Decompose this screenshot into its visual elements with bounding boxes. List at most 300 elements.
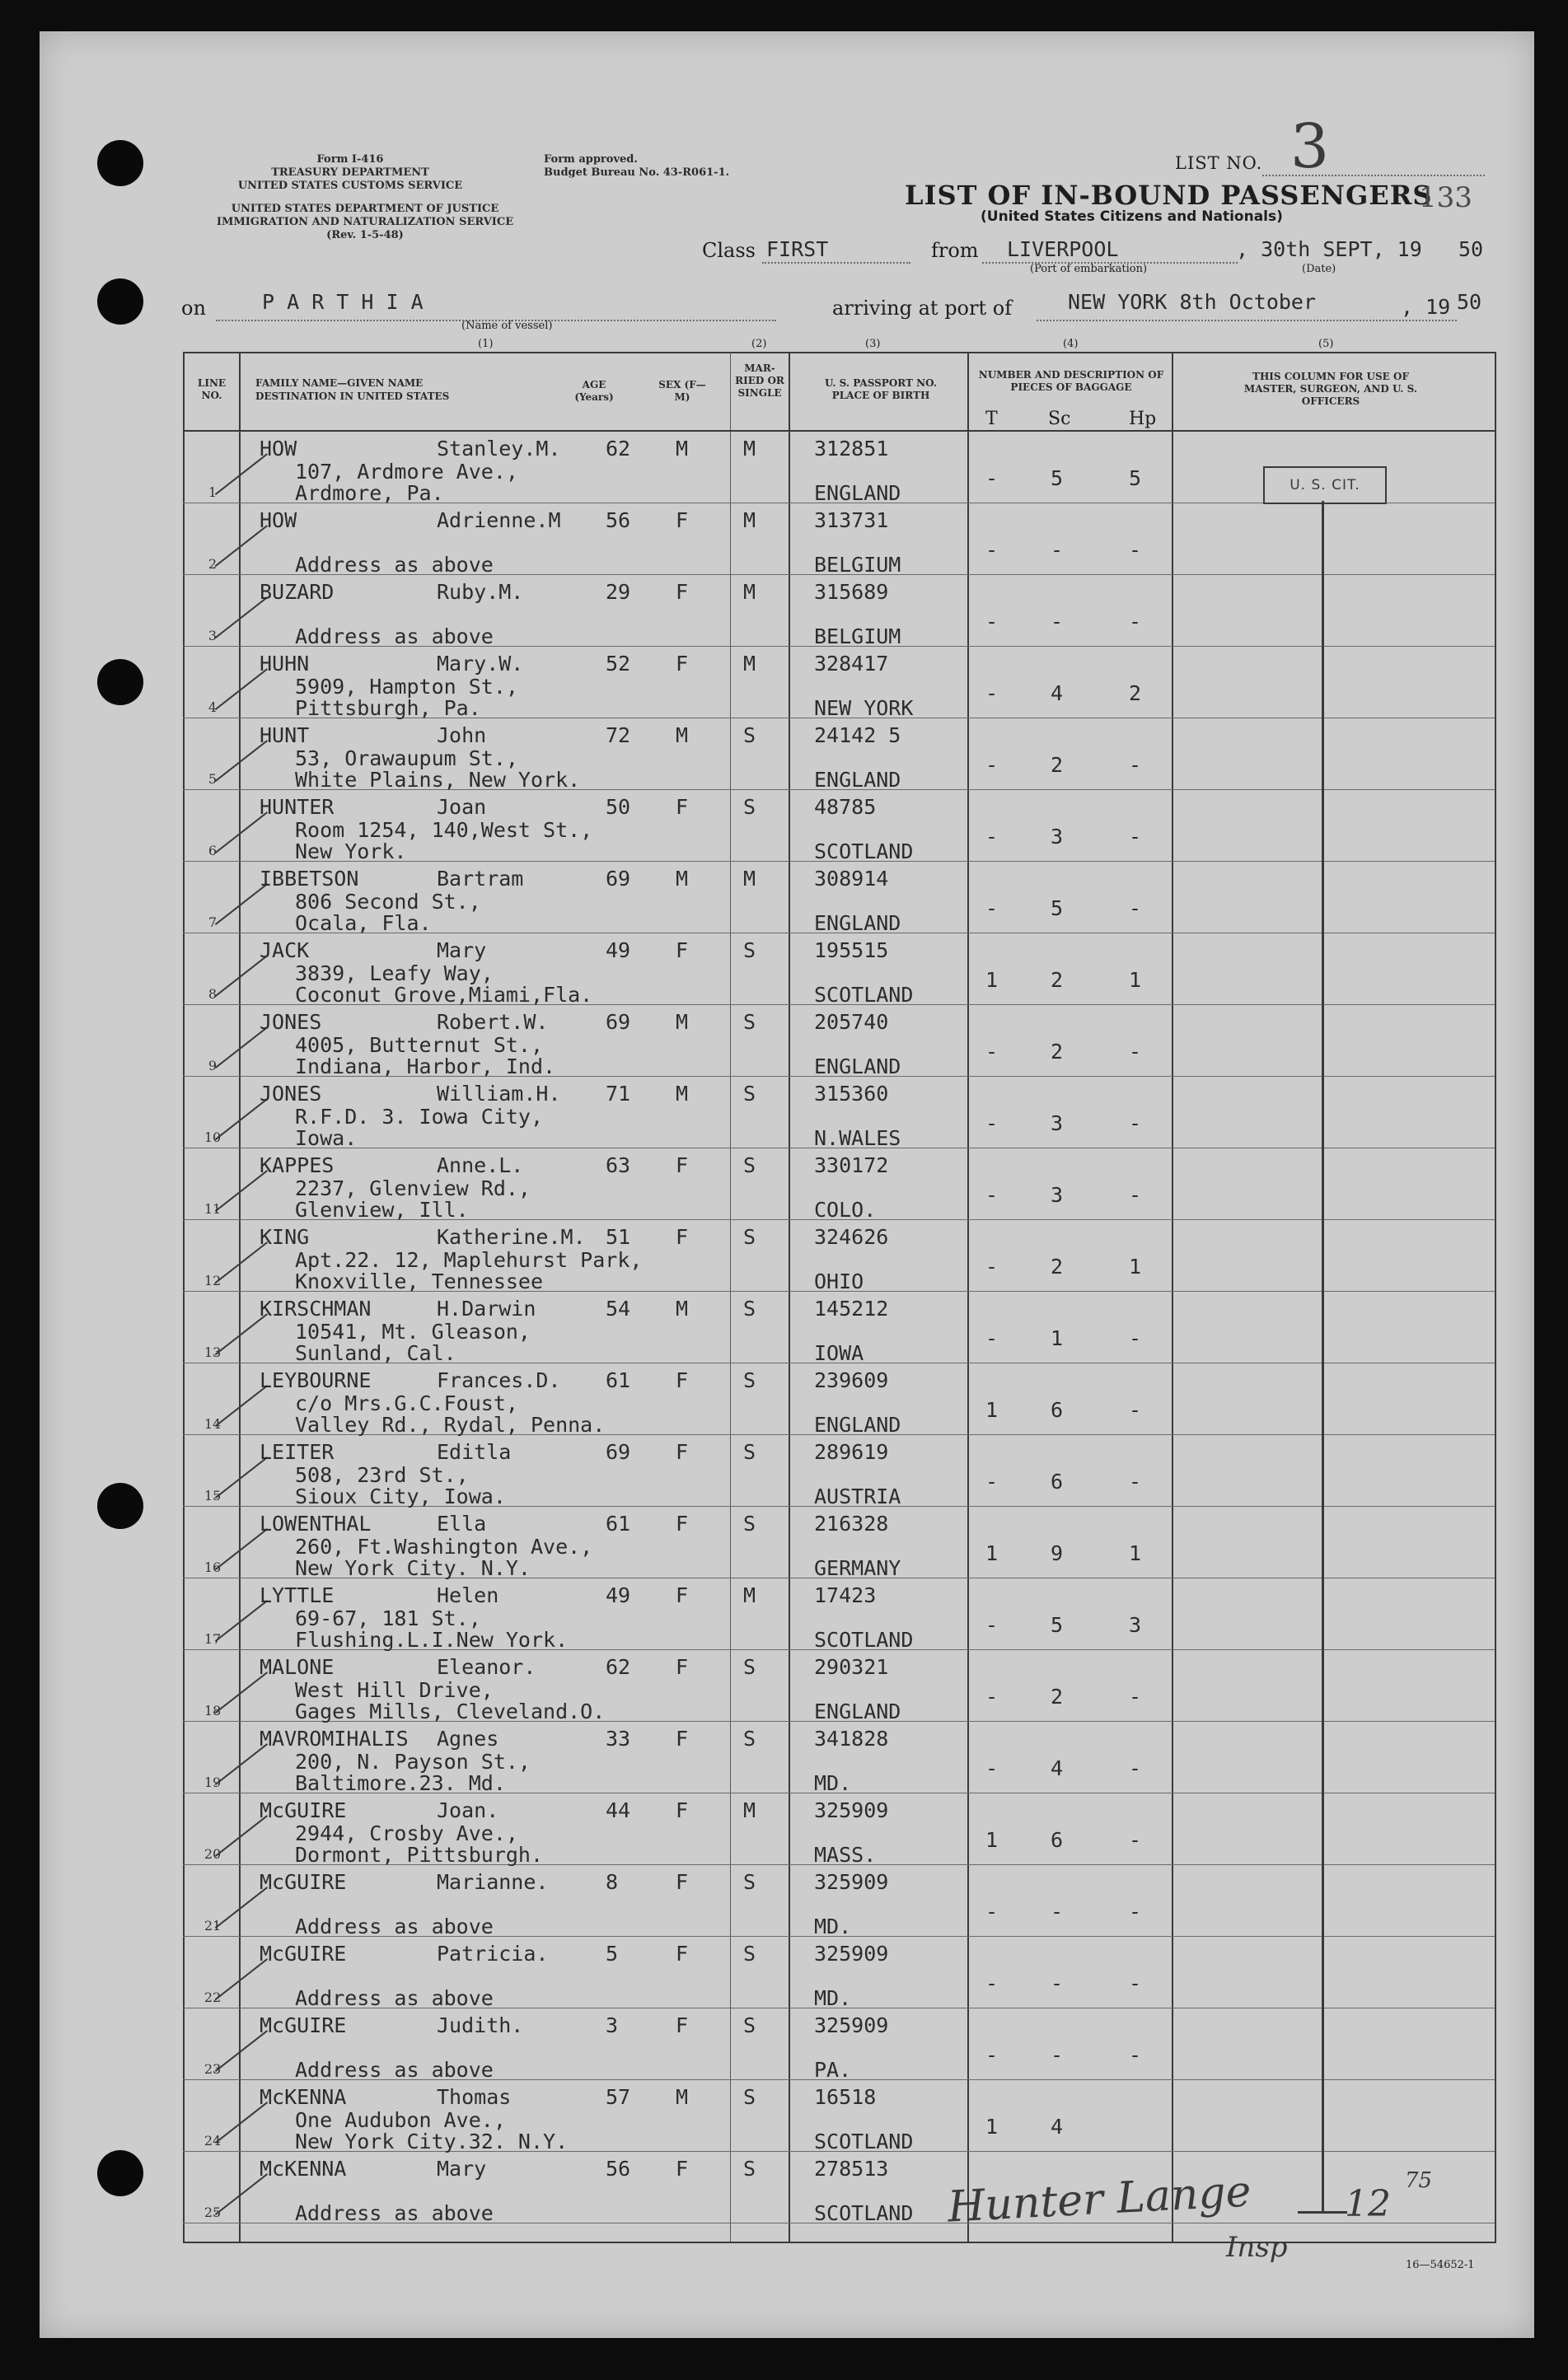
passenger-marital-status: S xyxy=(743,723,756,747)
passenger-given-name: Joan. xyxy=(437,1798,499,1822)
line-number: 4 xyxy=(208,699,218,715)
baggage-suitcases: 2 xyxy=(1051,1685,1064,1709)
passenger-sex: F xyxy=(676,1368,689,1392)
baggage-suitcases: 6 xyxy=(1051,1398,1064,1422)
passenger-marital-status: M xyxy=(743,1798,756,1822)
passenger-surname: McGUIRE xyxy=(260,1870,347,1894)
baggage-trunks: - xyxy=(985,2043,999,2067)
passenger-sex: F xyxy=(676,1798,689,1822)
from-label: from xyxy=(931,239,979,262)
place-of-birth: ENGLAND xyxy=(814,911,901,935)
line-number: 20 xyxy=(204,1846,222,1862)
passenger-age: 61 xyxy=(606,1512,631,1536)
line-number: 8 xyxy=(208,986,218,1002)
passenger-row xyxy=(0,790,1568,862)
passenger-given-name: Eleanor. xyxy=(437,1655,536,1679)
passport-number: 278513 xyxy=(814,2157,889,2181)
passenger-address-line2: New York City. N.Y. xyxy=(295,1556,531,1580)
line-number: 23 xyxy=(204,2061,222,2077)
passport-number: 239609 xyxy=(814,1368,889,1392)
passenger-sex: F xyxy=(676,938,689,962)
place-of-birth: COLO. xyxy=(814,1198,877,1222)
line-number: 11 xyxy=(204,1201,222,1217)
passenger-address-line2: Address as above xyxy=(295,553,494,577)
count-note-sup: 75 xyxy=(1405,2168,1433,2193)
passenger-surname: HOW xyxy=(260,508,297,532)
passport-number: 48785 xyxy=(814,795,877,819)
passenger-address-line1: West Hill Drive, xyxy=(295,1678,494,1702)
arrival-port: NEW YORK 8th October xyxy=(1068,290,1317,314)
line-number: 15 xyxy=(204,1488,222,1503)
baggage-handpieces: 1 xyxy=(1129,1255,1142,1279)
passenger-age: 56 xyxy=(606,508,631,532)
passenger-surname: HUNT xyxy=(260,723,310,747)
col-baggage-hp: Hp xyxy=(1129,409,1157,429)
passenger-age: 5 xyxy=(606,1942,619,1966)
baggage-trunks: - xyxy=(985,1040,999,1064)
baggage-suitcases: - xyxy=(1051,1900,1064,1924)
line-number: 13 xyxy=(204,1344,222,1360)
place-of-birth: ENGLAND xyxy=(814,1700,901,1723)
baggage-trunks: - xyxy=(985,825,999,849)
passenger-address-line2: Pittsburgh, Pa. xyxy=(295,696,481,720)
passenger-address-line2: Flushing.L.I.New York. xyxy=(295,1628,569,1652)
passenger-address-line2: Baltimore.23. Md. xyxy=(295,1771,506,1795)
passenger-sex: F xyxy=(676,1727,689,1751)
line-number: 5 xyxy=(208,771,218,787)
passenger-surname: LEYBOURNE xyxy=(260,1368,372,1392)
passenger-marital-status: M xyxy=(743,652,756,676)
place-of-birth: SCOTLAND xyxy=(814,2201,914,2225)
passenger-age: 56 xyxy=(606,2157,631,2181)
passenger-marital-status: S xyxy=(743,2085,756,2109)
baggage-trunks: - xyxy=(985,1470,999,1494)
passenger-sex: F xyxy=(676,1942,689,1966)
passenger-given-name: Ruby.M. xyxy=(437,580,524,604)
passenger-sex: M xyxy=(676,867,689,891)
inspector-title: Insp xyxy=(1226,2231,1288,2264)
baggage-trunks: 1 xyxy=(985,968,999,992)
passenger-sex: F xyxy=(676,1512,689,1536)
baggage-trunks: - xyxy=(985,1971,999,1995)
passenger-address-line2: Address as above xyxy=(295,2201,494,2225)
baggage-trunks: - xyxy=(985,1326,999,1350)
column-marker: (3) xyxy=(865,338,881,350)
list-number-value: 3 xyxy=(1290,111,1330,182)
passenger-address-line1: R.F.D. 3. Iowa City, xyxy=(295,1105,544,1129)
passenger-given-name: Joan xyxy=(437,795,487,819)
passenger-address-line2: Valley Rd., Rydal, Penna. xyxy=(295,1413,606,1437)
col-passport: U. S. PASSPORT NO. PLACE OF BIRTH xyxy=(824,377,938,401)
footer-code: 16—54652-1 xyxy=(1406,2259,1475,2271)
passenger-age: 62 xyxy=(606,437,631,461)
passenger-row xyxy=(0,2080,1568,2152)
baggage-trunks: - xyxy=(985,610,999,634)
passenger-sex: F xyxy=(676,652,689,676)
line-number: 19 xyxy=(204,1774,222,1790)
passenger-marital-status: M xyxy=(743,508,756,532)
passport-number: 315360 xyxy=(814,1082,889,1106)
port-caption: (Port of embarkation) xyxy=(1030,263,1148,275)
col-married: MAR-RIED OR SINGLE xyxy=(735,362,784,399)
passenger-row xyxy=(0,1005,1568,1077)
baggage-handpieces: 1 xyxy=(1129,968,1142,992)
date-caption: (Date) xyxy=(1302,263,1336,275)
column-marker: (4) xyxy=(1063,338,1079,350)
passport-number: 325909 xyxy=(814,1798,889,1822)
passenger-address-line1: 4005, Butternut St., xyxy=(295,1033,544,1057)
passenger-surname: HUHN xyxy=(260,652,310,676)
passenger-address-line1: 2237, Glenview Rd., xyxy=(295,1176,531,1200)
embarkation-year: 50 xyxy=(1458,237,1484,261)
passport-number: 216328 xyxy=(814,1512,889,1536)
passenger-marital-status: S xyxy=(743,938,756,962)
passenger-sex: F xyxy=(676,580,689,604)
passenger-marital-status: S xyxy=(743,1010,756,1034)
baggage-suitcases: 2 xyxy=(1051,968,1064,992)
passenger-address-line2: Glenview, Ill. xyxy=(295,1198,469,1222)
passenger-age: 3 xyxy=(606,2013,619,2037)
baggage-suitcases: 3 xyxy=(1051,1111,1064,1135)
passenger-row xyxy=(0,503,1568,575)
col-sex: SEX (F—M) xyxy=(658,379,706,403)
baggage-trunks: - xyxy=(985,1111,999,1135)
passenger-age: 33 xyxy=(606,1727,631,1751)
line-number: 7 xyxy=(208,914,218,930)
passenger-row xyxy=(0,933,1568,1005)
passenger-marital-status: S xyxy=(743,2157,756,2181)
baggage-handpieces: - xyxy=(1129,1470,1142,1494)
passenger-address-line2: Gages Mills, Cleveland.O. xyxy=(295,1700,606,1723)
passport-number: 315689 xyxy=(814,580,889,604)
passport-number: 24142 5 xyxy=(814,723,901,747)
form-number: Form I-416 xyxy=(316,153,384,166)
passenger-address-line2: Dormont, Pittsburgh. xyxy=(295,1843,544,1867)
passenger-marital-status: S xyxy=(743,1440,756,1464)
passenger-row xyxy=(0,718,1568,790)
manifest-title: LIST OF IN-BOUND PASSENGERS xyxy=(905,180,1433,211)
baggage-suitcases: 6 xyxy=(1051,1470,1064,1494)
line-number: 18 xyxy=(204,1703,222,1718)
passenger-given-name: Adrienne.M xyxy=(437,508,561,532)
passenger-address-line1: 5909, Hampton St., xyxy=(295,675,518,699)
passenger-age: 71 xyxy=(606,1082,631,1106)
passenger-address-line2: New York. xyxy=(295,839,407,863)
passenger-address-line2: Coconut Grove,Miami,Fla. xyxy=(295,983,593,1007)
passenger-address-line2: Ardmore, Pa. xyxy=(295,481,444,505)
baggage-suitcases: 5 xyxy=(1051,466,1064,490)
passenger-address-line1: 69-67, 181 St., xyxy=(295,1606,481,1630)
passenger-sex: F xyxy=(676,1440,689,1464)
passenger-sex: M xyxy=(676,2085,689,2109)
passenger-marital-status: S xyxy=(743,1082,756,1106)
passenger-address-line2: Address as above xyxy=(295,1915,494,1938)
passenger-row xyxy=(0,1148,1568,1220)
passenger-marital-status: S xyxy=(743,1870,756,1894)
arriving-label: arriving at port of xyxy=(832,297,1013,320)
baggage-handpieces: - xyxy=(1129,1326,1142,1350)
passenger-sex: F xyxy=(676,1153,689,1177)
passenger-address-line1: Apt.22. 12, Maplehurst Park, xyxy=(295,1248,643,1272)
count-note: 12 xyxy=(1345,2183,1391,2225)
passenger-address-line2: Address as above xyxy=(295,1986,494,2010)
baggage-handpieces: - xyxy=(1129,2043,1142,2067)
passenger-given-name: Mary.W. xyxy=(437,652,524,676)
baggage-handpieces: - xyxy=(1129,1183,1142,1207)
line-number: 6 xyxy=(208,843,218,858)
passenger-given-name: Agnes xyxy=(437,1727,499,1751)
baggage-suitcases: 3 xyxy=(1051,1183,1064,1207)
passport-number: 16518 xyxy=(814,2085,877,2109)
line-number: 3 xyxy=(208,628,218,643)
passenger-row xyxy=(0,647,1568,718)
baggage-trunks: - xyxy=(985,538,999,562)
class-rule xyxy=(762,262,910,264)
on-label: on xyxy=(181,297,206,320)
baggage-handpieces: - xyxy=(1129,896,1142,920)
passenger-sex: F xyxy=(676,2013,689,2037)
passenger-sex: M xyxy=(676,1297,689,1321)
approval-label: Form approved. xyxy=(544,153,638,166)
passenger-row xyxy=(0,1507,1568,1578)
passenger-surname: KAPPES xyxy=(260,1153,335,1177)
passenger-surname: JONES xyxy=(260,1082,322,1106)
passenger-address-line1: 3839, Leafy Way, xyxy=(295,961,494,985)
baggage-trunks: - xyxy=(985,1255,999,1279)
passenger-age: 69 xyxy=(606,867,631,891)
baggage-suitcases: 2 xyxy=(1051,1040,1064,1064)
baggage-handpieces: 1 xyxy=(1129,1541,1142,1565)
col-baggage-t: T xyxy=(985,409,998,429)
column-marker: (1) xyxy=(478,338,494,350)
passport-number: 308914 xyxy=(814,867,889,891)
place-of-birth: ENGLAND xyxy=(814,481,901,505)
passenger-surname: KIRSCHMAN xyxy=(260,1297,372,1321)
passenger-address-line2: New York City.32. N.Y. xyxy=(295,2130,569,2153)
passenger-row xyxy=(0,1077,1568,1148)
passenger-row xyxy=(0,1435,1568,1507)
embarkation-date: , 30th SEPT, 19 xyxy=(1236,237,1422,261)
ins-label: IMMIGRATION AND NATURALIZATION SERVICE xyxy=(216,216,514,228)
col-officers: THIS COLUMN FOR USE OF MASTER, SURGEON, AND U. S. OFFICERS xyxy=(1243,371,1418,407)
passenger-given-name: Marianne. xyxy=(437,1870,549,1894)
passenger-address-line1: 53, Orawaupum St., xyxy=(295,746,518,770)
passenger-address-line1: 2944, Crosby Ave., xyxy=(295,1821,518,1845)
passenger-row xyxy=(0,1220,1568,1292)
passenger-marital-status: S xyxy=(743,1225,756,1249)
place-of-birth: MD. xyxy=(814,1771,852,1795)
passenger-sex: M xyxy=(676,1082,689,1106)
passport-number: 289619 xyxy=(814,1440,889,1464)
place-of-birth: ENGLAND xyxy=(814,768,901,792)
baggage-suitcases: - xyxy=(1051,1971,1064,1995)
baggage-suitcases: 3 xyxy=(1051,825,1064,849)
baggage-suitcases: 4 xyxy=(1051,2115,1064,2139)
baggage-trunks: 1 xyxy=(985,1398,999,1422)
passenger-given-name: Mary xyxy=(437,938,487,962)
baggage-trunks: - xyxy=(985,753,999,777)
passenger-marital-status: S xyxy=(743,1297,756,1321)
passenger-sex: M xyxy=(676,1010,689,1034)
passenger-given-name: Mary xyxy=(437,2157,487,2181)
place-of-birth: GERMANY xyxy=(814,1556,901,1580)
embarkation-port: LIVERPOOL xyxy=(1007,237,1119,261)
place-of-birth: PA. xyxy=(814,2058,852,2082)
place-of-birth: MD. xyxy=(814,1986,852,2010)
passenger-sex: F xyxy=(676,795,689,819)
passenger-marital-status: M xyxy=(743,867,756,891)
passenger-surname: MALONE xyxy=(260,1655,335,1679)
place-of-birth: NEW YORK xyxy=(814,696,914,720)
passenger-address-line2: White Plains, New York. xyxy=(295,768,581,792)
baggage-suitcases: - xyxy=(1051,2043,1064,2067)
baggage-handpieces: - xyxy=(1129,538,1142,562)
baggage-trunks: - xyxy=(985,681,999,705)
passport-number: 313731 xyxy=(814,508,889,532)
passenger-address-line1: Room 1254, 140,West St., xyxy=(295,818,593,842)
passenger-age: 62 xyxy=(606,1655,631,1679)
passport-number: 195515 xyxy=(814,938,889,962)
passport-number: 325909 xyxy=(814,1870,889,1894)
passenger-address-line2: Sunland, Cal. xyxy=(295,1341,456,1365)
passenger-marital-status: S xyxy=(743,795,756,819)
baggage-handpieces: - xyxy=(1129,1971,1142,1995)
baggage-trunks: - xyxy=(985,1756,999,1780)
baggage-trunks: 1 xyxy=(985,1828,999,1852)
col-age: AGE (Years) xyxy=(574,379,614,403)
passenger-given-name: John xyxy=(437,723,487,747)
passport-number: 328417 xyxy=(814,652,889,676)
stamp-bracket-foot xyxy=(1298,2211,1347,2214)
passenger-surname: HUNTER xyxy=(260,795,335,819)
baggage-handpieces: - xyxy=(1129,825,1142,849)
col-baggage: NUMBER AND DESCRIPTION OF PIECES OF BAGGAGE xyxy=(978,369,1164,393)
passport-number: 325909 xyxy=(814,1942,889,1966)
line-number: 14 xyxy=(204,1416,222,1432)
passenger-row xyxy=(0,862,1568,933)
passenger-age: 8 xyxy=(606,1870,619,1894)
place-of-birth: SCOTLAND xyxy=(814,839,914,863)
arrival-year: 50 xyxy=(1457,290,1482,314)
passenger-given-name: Stanley.M. xyxy=(437,437,561,461)
baggage-handpieces: - xyxy=(1129,1685,1142,1709)
punch-hole xyxy=(97,278,143,325)
punch-hole xyxy=(97,140,143,186)
passenger-address-line2: Address as above xyxy=(295,624,494,648)
line-number: 2 xyxy=(208,556,218,572)
col-line-no: LINE NO. xyxy=(197,377,227,401)
passenger-sex: F xyxy=(676,1225,689,1249)
inspector-signature: Hunter Lange xyxy=(946,2167,1252,2233)
passenger-marital-status: M xyxy=(743,580,756,604)
passport-number: 145212 xyxy=(814,1297,889,1321)
passenger-given-name: Anne.L. xyxy=(437,1153,524,1177)
passenger-given-name: H.Darwin xyxy=(437,1297,536,1321)
passenger-row xyxy=(0,1937,1568,2008)
line-number: 9 xyxy=(208,1058,218,1073)
baggage-handpieces: - xyxy=(1129,1398,1142,1422)
passenger-sex: F xyxy=(676,2157,689,2181)
baggage-handpieces: 3 xyxy=(1129,1613,1142,1637)
line-number: 1 xyxy=(208,484,218,500)
class-label: Class xyxy=(702,239,756,262)
passenger-address-line1: 260, Ft.Washington Ave., xyxy=(295,1535,593,1559)
passenger-row xyxy=(0,1650,1568,1722)
passenger-surname: McKENNA xyxy=(260,2157,347,2181)
passenger-address-line2: Indiana, Harbor, Ind. xyxy=(295,1054,556,1078)
justice-label: UNITED STATES DEPARTMENT OF JUSTICE xyxy=(231,203,499,215)
line-number: 17 xyxy=(204,1631,222,1647)
passenger-marital-status: S xyxy=(743,1512,756,1536)
passenger-address-line2: Sioux City, Iowa. xyxy=(295,1485,506,1508)
passport-number: 17423 xyxy=(814,1583,877,1607)
place-of-birth: IOWA xyxy=(814,1341,864,1365)
place-of-birth: BELGIUM xyxy=(814,624,901,648)
passenger-row xyxy=(0,1578,1568,1650)
place-of-birth: OHIO xyxy=(814,1269,864,1293)
place-of-birth: SCOTLAND xyxy=(814,2130,914,2153)
customs-label: UNITED STATES CUSTOMS SERVICE xyxy=(237,180,463,192)
passenger-address-line1: 806 Second St., xyxy=(295,890,481,914)
baggage-handpieces: - xyxy=(1129,1828,1142,1852)
passenger-sex: M xyxy=(676,437,689,461)
vessel-name: P A R T H I A xyxy=(262,290,424,314)
passport-number: 330172 xyxy=(814,1153,889,1177)
passenger-surname: HOW xyxy=(260,437,297,461)
list-number-label: LIST NO. xyxy=(1175,153,1263,173)
passenger-given-name: Bartram xyxy=(437,867,524,891)
passenger-address-line1: 107, Ardmore Ave., xyxy=(295,460,518,484)
place-of-birth: ENGLAND xyxy=(814,1054,901,1078)
passenger-given-name: Editla xyxy=(437,1440,512,1464)
passenger-surname: IBBETSON xyxy=(260,867,359,891)
passenger-surname: MAVROMIHALIS xyxy=(260,1727,409,1751)
passenger-row xyxy=(0,1793,1568,1865)
line-number: 25 xyxy=(204,2205,222,2220)
passenger-surname: LEITER xyxy=(260,1440,335,1464)
baggage-trunks: - xyxy=(985,1183,999,1207)
passenger-address-line1: 200, N. Payson St., xyxy=(295,1750,531,1774)
passenger-given-name: Ella xyxy=(437,1512,487,1536)
passport-number: 205740 xyxy=(814,1010,889,1034)
baggage-trunks: 1 xyxy=(985,2115,999,2139)
baggage-suitcases: 5 xyxy=(1051,1613,1064,1637)
passenger-sex: F xyxy=(676,1655,689,1679)
passenger-row xyxy=(0,1363,1568,1435)
arrival-rule xyxy=(1037,320,1457,321)
place-of-birth: SCOTLAND xyxy=(814,983,914,1007)
form-header-treasury xyxy=(231,153,470,193)
column-marker: (5) xyxy=(1318,338,1334,350)
passenger-age: 57 xyxy=(606,2085,631,2109)
passenger-age: 69 xyxy=(606,1440,631,1464)
passenger-row xyxy=(0,1292,1568,1363)
baggage-suitcases: 4 xyxy=(1051,1756,1064,1780)
place-of-birth: AUSTRIA xyxy=(814,1485,901,1508)
arrival-year-prefix: , 19 xyxy=(1401,295,1451,319)
baggage-handpieces: - xyxy=(1129,610,1142,634)
passenger-surname: LYTTLE xyxy=(260,1583,335,1607)
passenger-marital-status: S xyxy=(743,1942,756,1966)
class-value: FIRST xyxy=(766,237,829,261)
baggage-handpieces: - xyxy=(1129,1111,1142,1135)
passport-number: 325909 xyxy=(814,2013,889,2037)
line-number: 21 xyxy=(204,1918,222,1933)
passenger-given-name: Helen xyxy=(437,1583,499,1607)
budget-label: Budget Bureau No. 43-R061-1. xyxy=(544,166,730,179)
passenger-row xyxy=(0,575,1568,647)
passenger-marital-status: S xyxy=(743,1368,756,1392)
